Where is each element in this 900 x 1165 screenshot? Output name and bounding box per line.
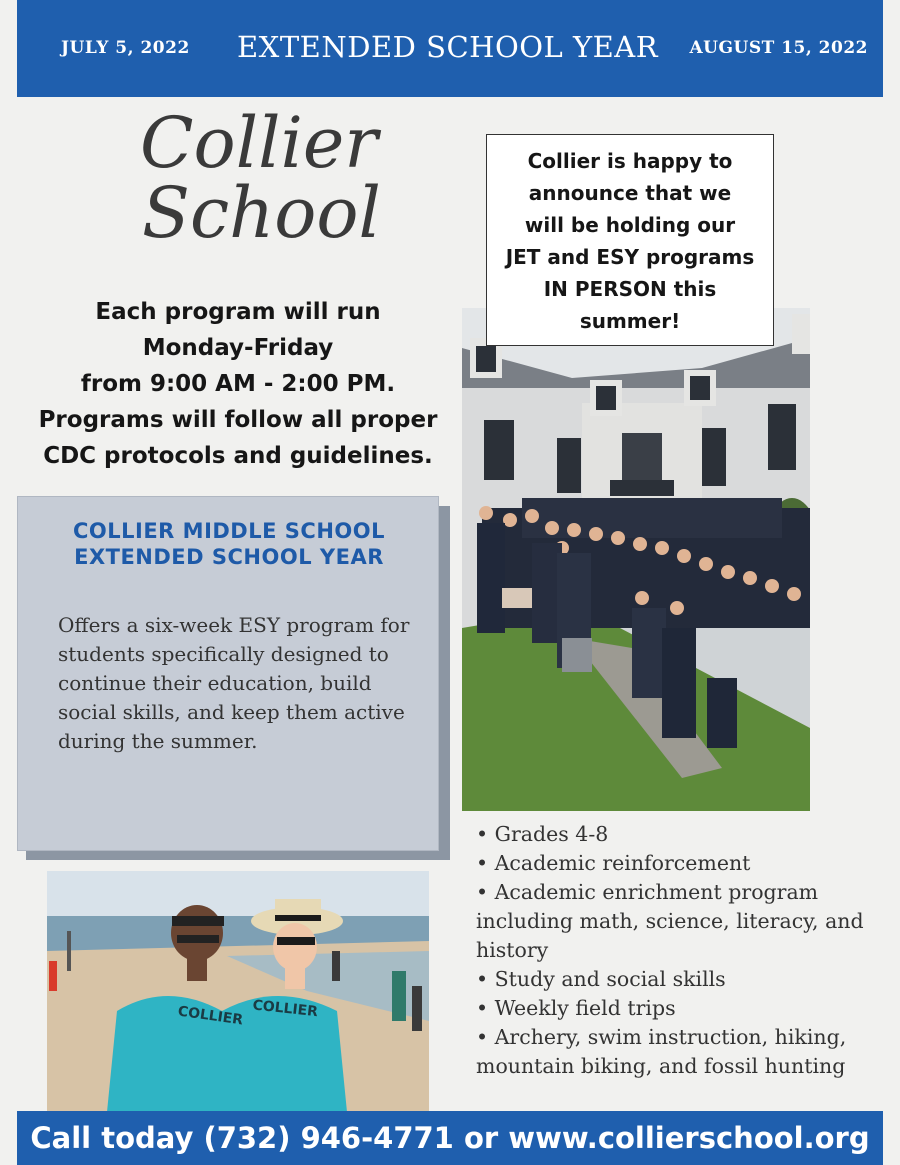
announcement-line: will be holding our xyxy=(524,213,736,237)
announcement-line: summer! xyxy=(579,309,681,333)
banner-title: EXTENDED SCHOOL YEAR xyxy=(237,30,659,64)
list-item: • Study and social skills xyxy=(476,965,876,994)
list-item: • Academic enrichment program including math, science, literacy, and history xyxy=(476,878,876,965)
schedule-line: from 9:00 AM - 2:00 PM. xyxy=(80,371,396,397)
footer-banner xyxy=(17,1111,883,1165)
announcement-box xyxy=(486,134,774,346)
schedule-line: CDC protocols and guidelines. xyxy=(43,443,433,469)
program-schedule xyxy=(18,294,458,474)
group-photo xyxy=(462,308,810,811)
shirt-print-right: COLLIER xyxy=(251,997,319,1021)
esy-info-box xyxy=(17,496,439,851)
list-item: • Archery, swim instruction, hiking, mountain biking, and fossil hunting xyxy=(476,1023,876,1081)
feature-list xyxy=(476,820,876,1081)
shirt-print-left: COLLIER xyxy=(176,1003,244,1029)
info-heading-line-1: COLLIER MIDDLE SCHOOL xyxy=(73,519,385,543)
list-item: • Academic reinforcement xyxy=(476,849,876,878)
list-item: • Grades 4-8 xyxy=(476,820,876,849)
group-photo-image xyxy=(462,308,810,811)
schedule-line: Programs will follow all proper xyxy=(38,407,438,433)
header-banner xyxy=(17,0,883,97)
start-date: JULY 5, 2022 xyxy=(61,38,190,58)
logo-line-2: School xyxy=(142,172,381,254)
end-date: AUGUST 15, 2022 xyxy=(689,38,868,58)
announcement-line: Collier is happy to xyxy=(527,149,733,173)
announcement-line: IN PERSON this xyxy=(543,277,717,301)
beach-photo-image xyxy=(47,871,429,1112)
list-item: • Weekly field trips xyxy=(476,994,876,1023)
schedule-line: Monday-Friday xyxy=(142,335,334,361)
announcement-line: announce that we xyxy=(528,181,732,205)
schedule-line: Each program will run xyxy=(95,299,381,325)
logo-line-1: Collier xyxy=(140,102,378,184)
info-heading-line-2: EXTENDED SCHOOL YEAR xyxy=(74,545,384,569)
beach-photo xyxy=(47,871,429,1112)
contact-cta: Call today (732) 946-4771 or www.collierschool.org xyxy=(30,1121,870,1155)
collier-school-logo xyxy=(128,102,381,254)
info-description: Offers a six-week ESY program for students specifically designed to continue their education, build social skills, and keep them active during the summer. xyxy=(58,613,410,753)
announcement-line: JET and ESY programs xyxy=(505,245,755,269)
